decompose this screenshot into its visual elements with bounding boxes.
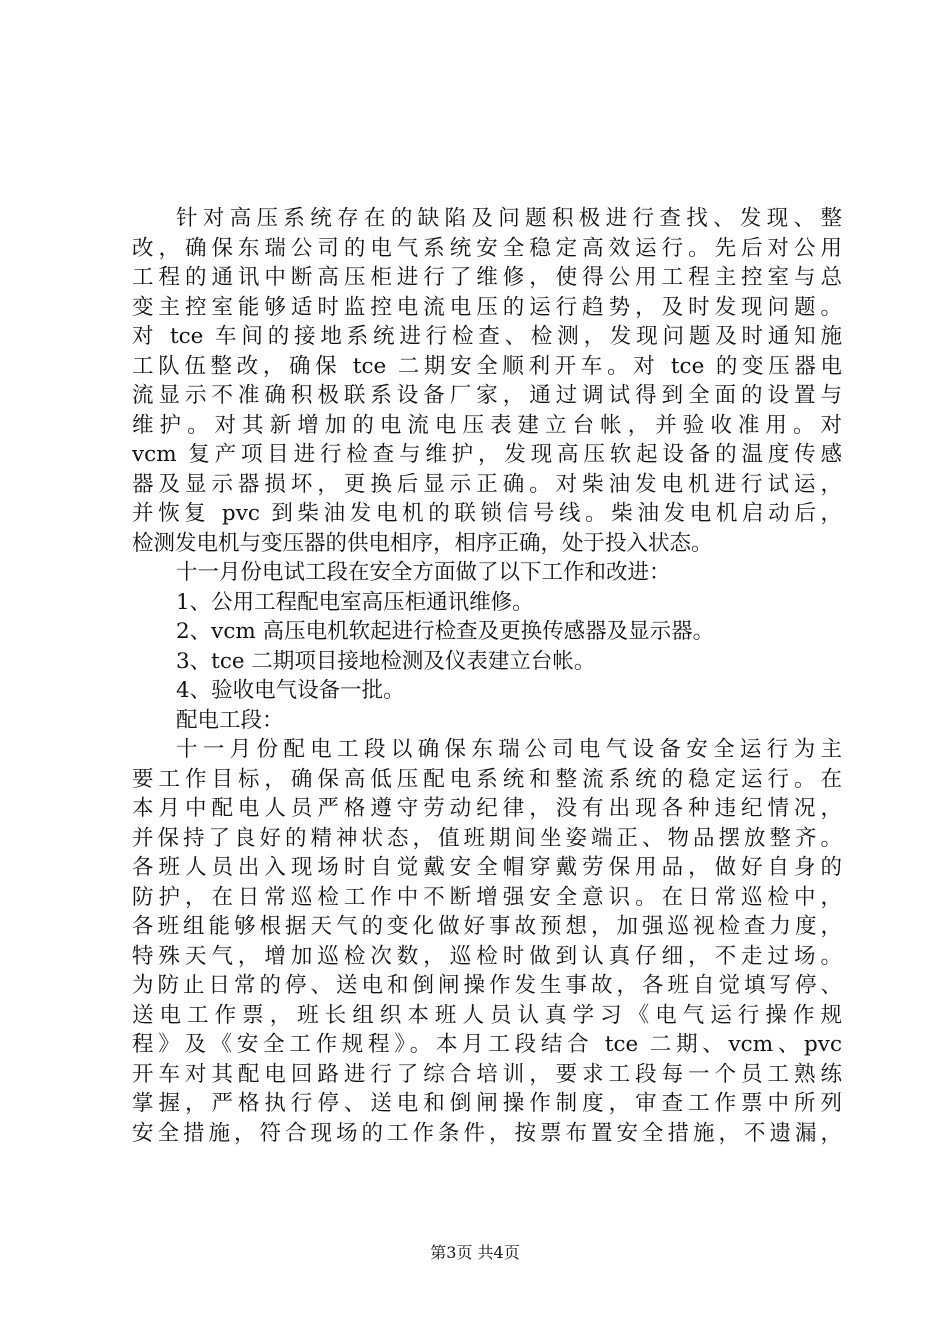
list-item: 3、tce 二期项目接地检测及仪表建立台帐。 <box>176 648 596 674</box>
text-line: 工队伍整改，确保 tce 二期安全顺利开车。对 tce 的变压器电 <box>132 353 842 379</box>
text-line: 安全措施，符合现场的工作条件，按票布置安全措施，不遗漏， <box>132 1120 842 1146</box>
text-line: 掌握，严格执行停、送电和倒闸操作制度，审查工作票中所列 <box>132 1091 842 1116</box>
text-line: 为防止日常的停、送电和倒闸操作发生事故，各班自觉填写停、 <box>132 973 842 998</box>
list-item: 4、验收电气设备一批。 <box>176 678 405 703</box>
page-number-footer: 第3页 共4页 <box>430 1243 520 1262</box>
text-line: 各班组能够根据天气的变化做好事故预想，加强巡视检查力度， <box>132 914 842 939</box>
text-line: 检测发电机与变压器的供电相序，相序正确，处于投入状态。 <box>132 530 713 556</box>
text-line: 十一月份配电工段以确保东瑞公司电气设备安全运行为主 <box>176 737 842 762</box>
text-line: 并恢复 pvc 到柴油发电机的联锁信号线。柴油发电机启动后， <box>132 501 842 526</box>
section-heading: 配电工段： <box>176 707 284 733</box>
text-line: 变主控室能够适时监控电流电压的运行趋势，及时发现问题。 <box>132 294 842 320</box>
text-line: 防护，在日常巡检工作中不断增强安全意识。在日常巡检中， <box>132 884 842 910</box>
text-line: 改，确保东瑞公司的电气系统安全稳定高效运行。先后对公用 <box>132 235 842 261</box>
list-item: 1、公用工程配电室高压柜通讯维修。 <box>176 589 534 615</box>
text-line: 流显示不准确积极联系设备厂家，通过调试得到全面的设置与 <box>132 383 842 408</box>
text-line: 对 tce 车间的接地系统进行检查、检测，发现问题及时通知施 <box>132 324 842 349</box>
text-line: 要工作目标，确保高低压配电系统和整流系统的稳定运行。在 <box>132 766 842 792</box>
text-line: 各班人员出入现场时自觉戴安全帽穿戴劳保用品，做好自身的 <box>132 855 842 880</box>
text-line: 程》及《安全工作规程》。本月工段结合 tce 二期、vcm、pvc <box>132 1032 842 1057</box>
text-line: 维护。对其新增加的电流电压表建立台帐，并验收准用。对 <box>132 412 842 438</box>
text-line: 并保持了良好的精神状态，值班期间坐姿端正、物品摆放整齐。 <box>132 825 842 851</box>
document-body <box>132 204 842 1148</box>
text-line: vcm 复产项目进行检查与维护，发现高压软起设备的温度传感 <box>132 442 842 467</box>
list-item: 2、vcm 高压电机软起进行检查及更换传感器及显示器。 <box>176 619 715 644</box>
text-line: 针对高压系统存在的缺陷及问题积极进行查找、发现、整 <box>176 206 842 231</box>
text-line: 特殊天气，增加巡检次数，巡检时做到认真仔细，不走过场。 <box>132 943 842 969</box>
text-line: 开车对其配电回路进行了综合培训，要求工段每一个员工熟练 <box>132 1061 842 1087</box>
text-line: 工程的通讯中断高压柜进行了维修，使得公用工程主控室与总 <box>132 265 842 290</box>
text-line: 本月中配电人员严格遵守劳动纪律，没有出现各种违纪情况， <box>132 796 842 821</box>
section-intro-line: 十一月份电试工段在安全方面做了以下工作和改进： <box>176 560 671 585</box>
text-line: 送电工作票，班长组织本班人员认真学习《电气运行操作规 <box>132 1002 842 1028</box>
text-line: 器及显示器损坏，更换后显示正确。对柴油发电机进行试运， <box>132 471 842 497</box>
